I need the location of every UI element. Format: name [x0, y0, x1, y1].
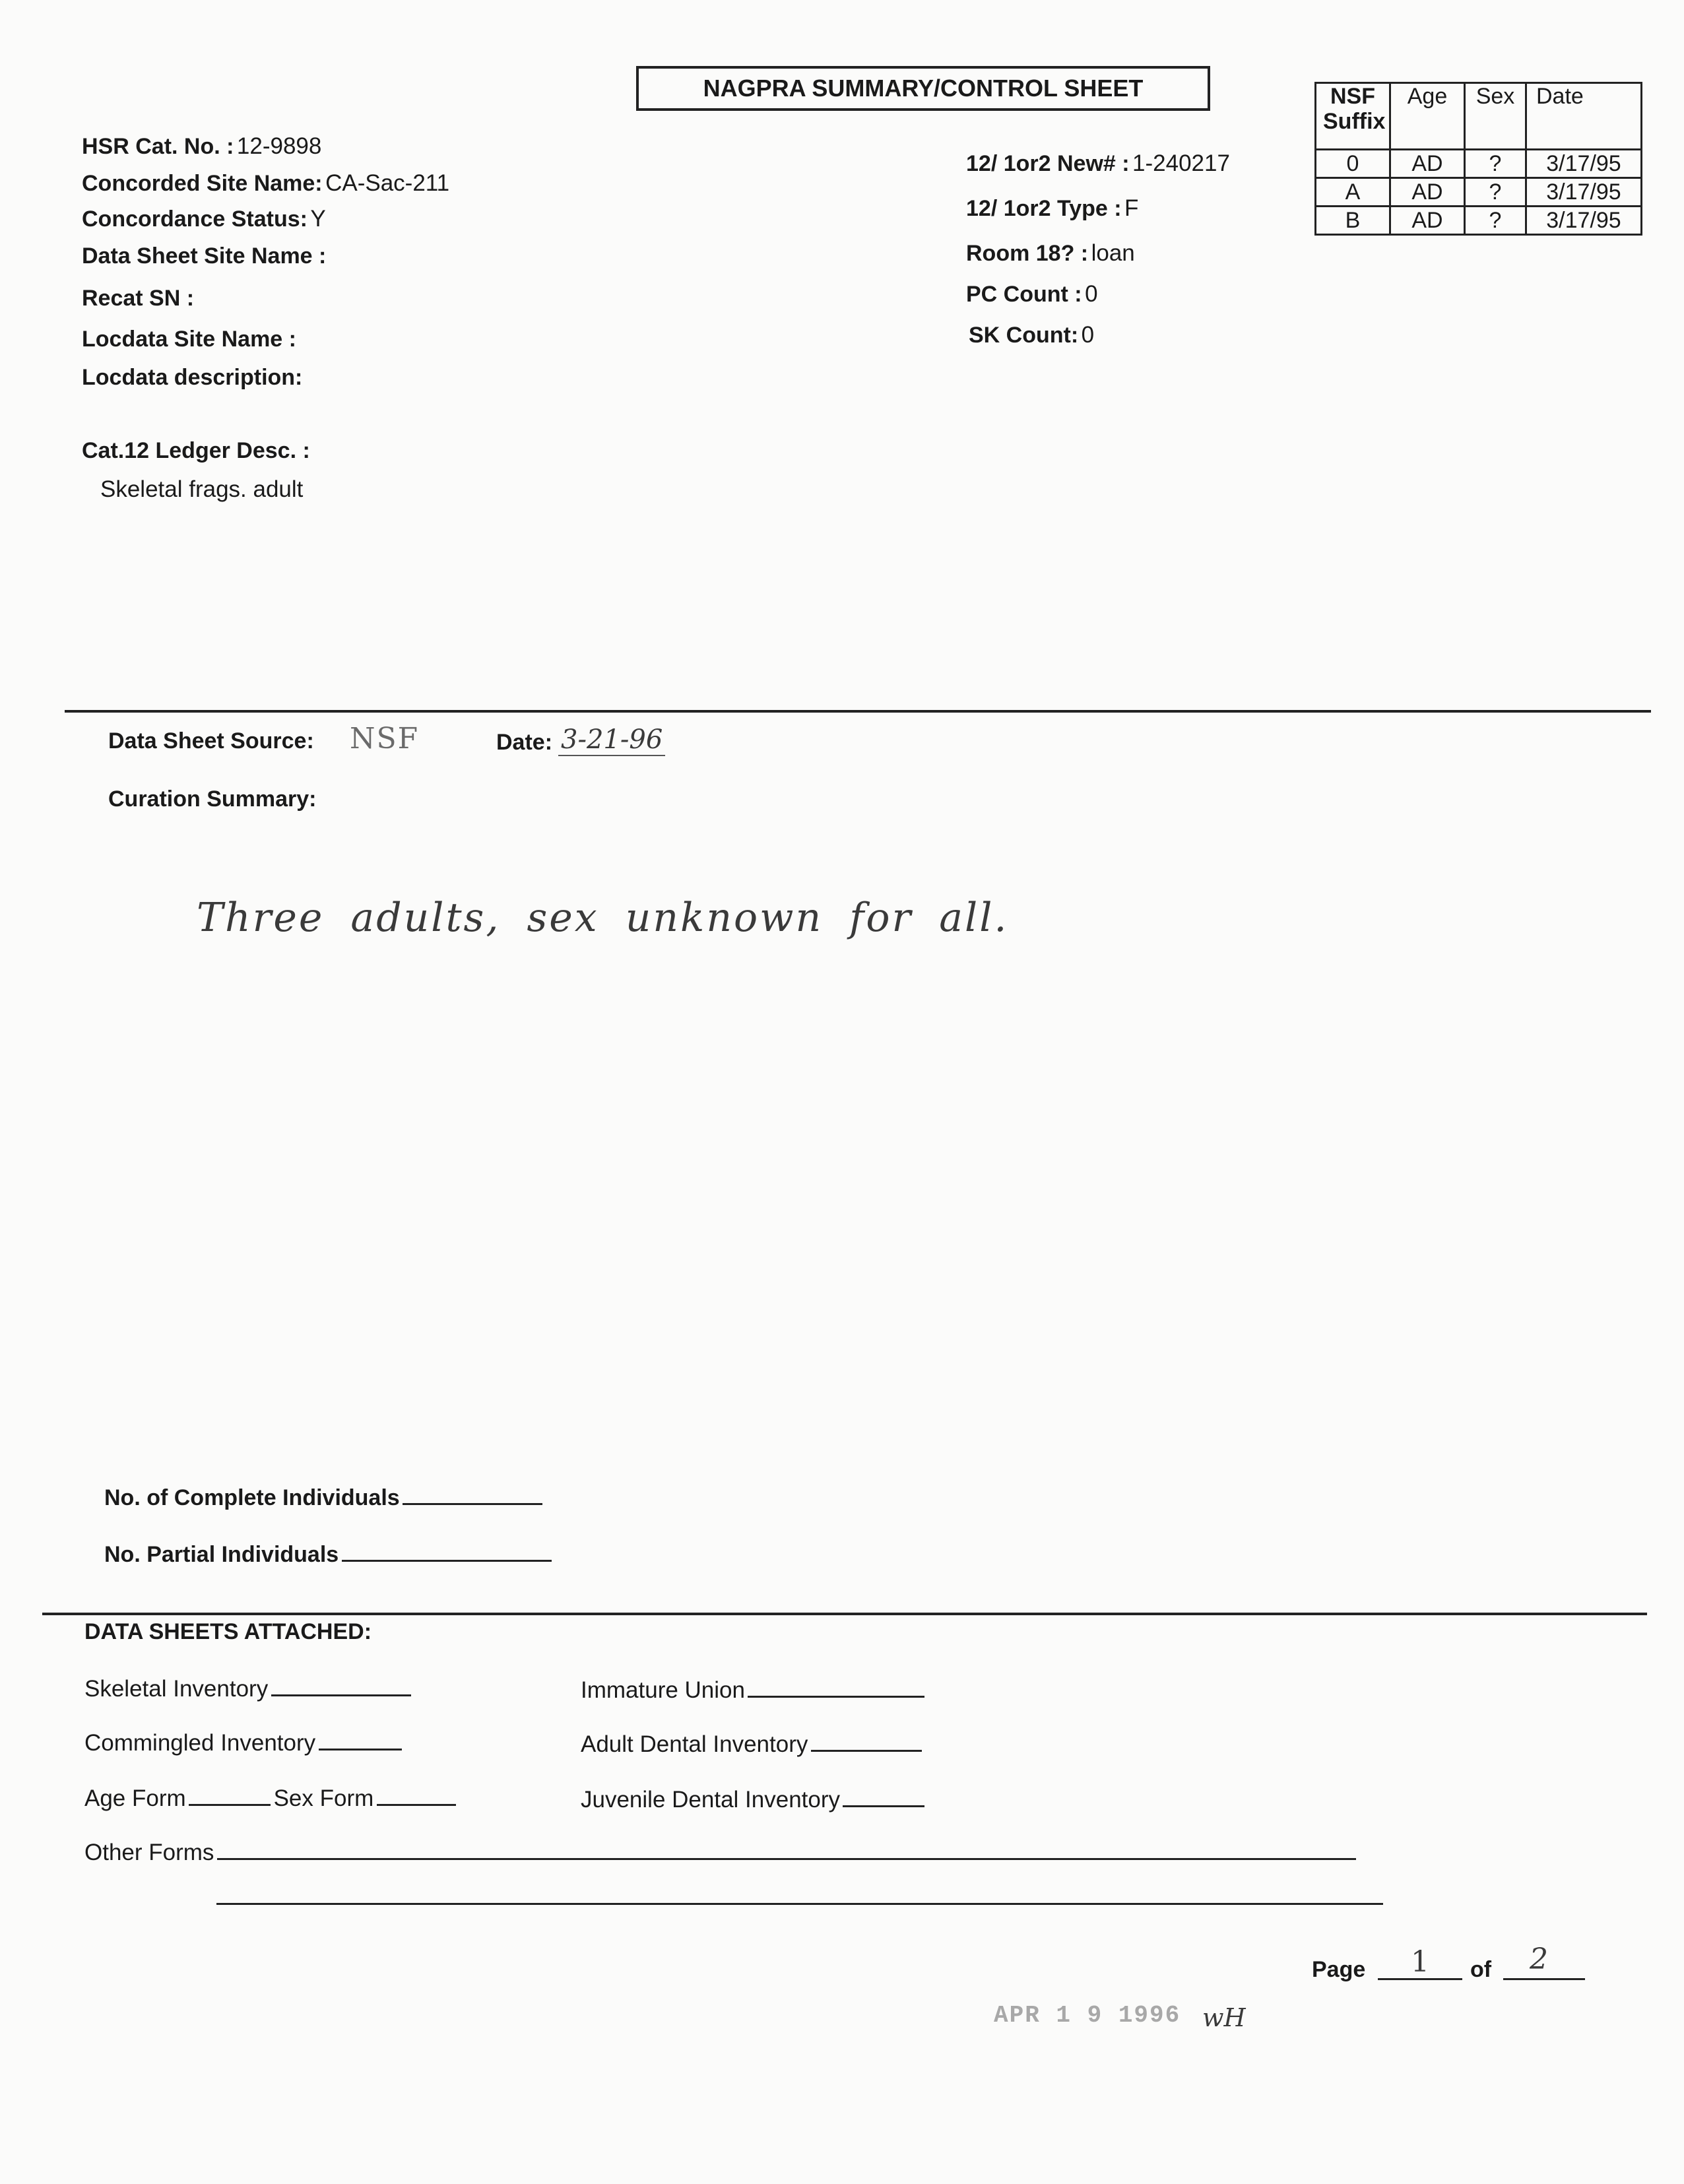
field-value: 12-9898 [236, 133, 322, 159]
field-label: Juvenile Dental Inventory [581, 1787, 840, 1813]
stamp-initials: wH [1202, 2003, 1246, 2032]
concordance-status-field [82, 206, 326, 232]
sk-count-field [969, 322, 1094, 348]
field-label: SK Count: [969, 323, 1079, 348]
table-cell: ? [1465, 178, 1526, 207]
other-forms-field [84, 1838, 1356, 1866]
adult-dental-inventory-field [581, 1730, 922, 1758]
date-value: 3-21-96 [558, 724, 665, 756]
page-current-value: 1 [1411, 1945, 1429, 1979]
field-value: 1-240217 [1132, 150, 1230, 176]
skeletal-inventory-blank[interactable] [271, 1675, 411, 1696]
field-label: Immature Union [581, 1677, 745, 1703]
complete-individuals-blank[interactable] [403, 1483, 542, 1505]
table-cell: ? [1465, 207, 1526, 235]
date-label: Date: [496, 730, 553, 755]
recat-sn-field [82, 285, 194, 311]
sex-form-blank[interactable] [377, 1784, 456, 1806]
commingled-inventory-blank[interactable] [319, 1729, 402, 1750]
table-cell: 3/17/95 [1526, 178, 1642, 207]
juvenile-dental-inventory-blank[interactable] [843, 1785, 924, 1807]
field-value: 0 [1081, 322, 1095, 348]
field-label: Sex Form [273, 1785, 374, 1811]
age-form-blank[interactable] [189, 1784, 271, 1806]
ledger-desc-value: Skeletal frags. adult [100, 476, 304, 502]
table-cell: AD [1390, 178, 1465, 207]
field-value: CA-Sac-211 [325, 170, 450, 196]
curation-summary-label: Curation Summary: [108, 787, 317, 812]
column-header: Date [1526, 83, 1642, 150]
field-value: F [1124, 195, 1139, 221]
field-label: Concordance Status: [82, 207, 308, 232]
curation-summary-text: Three adults, sex unknown for all. [197, 895, 1009, 941]
field-label: Age Form [84, 1785, 186, 1811]
page-total-field [1503, 1945, 1585, 1980]
partial-individuals-blank[interactable] [342, 1540, 552, 1562]
divider [65, 710, 1651, 713]
other-forms-blank[interactable] [217, 1838, 1356, 1860]
data-sheets-attached-heading: DATA SHEETS ATTACHED: [84, 1619, 372, 1644]
data-sheet-source-value: NSF [350, 722, 420, 755]
field-label: PC Count : [966, 282, 1082, 307]
column-header: Sex [1465, 83, 1526, 150]
juvenile-dental-inventory-field [581, 1785, 924, 1813]
new-number-field [966, 150, 1230, 177]
immature-union-blank[interactable] [748, 1676, 924, 1698]
table-header-row [1316, 83, 1642, 150]
field-label: No. Partial Individuals [104, 1542, 339, 1567]
locdata-description-field [82, 364, 302, 391]
field-value: loan [1091, 240, 1135, 266]
column-header: NSF Suffix [1316, 83, 1390, 150]
pc-count-field [966, 281, 1098, 307]
field-label: Skeletal Inventory [84, 1676, 269, 1702]
locdata-site-name-field [82, 326, 296, 352]
field-label: Other Forms [84, 1840, 214, 1865]
field-value: 0 [1085, 281, 1098, 307]
page-title: NAGPRA SUMMARY/CONTROL SHEET [636, 66, 1210, 111]
field-value: Y [310, 206, 326, 232]
field-label: 12/ 1or2 Type : [966, 196, 1122, 221]
field-label: HSR Cat. No. : [82, 134, 234, 159]
field-label: Commingled Inventory [84, 1730, 316, 1756]
page-total-value: 2 [1530, 1943, 1548, 1976]
page-label: Page [1312, 1957, 1366, 1982]
table-cell: 3/17/95 [1526, 207, 1642, 235]
column-header: Age [1390, 83, 1465, 150]
field-label: Locdata description: [82, 365, 303, 390]
data-sheet-source-label: Data Sheet Source: [108, 728, 314, 754]
field-label: Adult Dental Inventory [581, 1731, 808, 1757]
hsr-cat-no-field [82, 133, 321, 160]
table-cell: ? [1465, 150, 1526, 178]
table-row [1316, 150, 1642, 178]
room-18-field [966, 240, 1135, 267]
table-row [1316, 178, 1642, 207]
data-sheet-site-name-field [82, 243, 326, 269]
ledger-desc-label: Cat.12 Ledger Desc. : [82, 438, 310, 463]
adult-dental-inventory-blank[interactable] [811, 1730, 922, 1752]
table-cell: AD [1390, 150, 1465, 178]
table-cell: B [1316, 207, 1390, 235]
field-label: Concorded Site Name: [82, 171, 323, 196]
divider [42, 1613, 1647, 1615]
commingled-inventory-field [84, 1729, 402, 1756]
immature-union-field [581, 1676, 924, 1704]
skeletal-inventory-field [84, 1675, 411, 1702]
other-forms-second-line[interactable] [216, 1903, 1383, 1905]
partial-individuals-field [104, 1540, 552, 1568]
field-label: 12/ 1or2 New# : [966, 151, 1130, 176]
field-label: Data Sheet Site Name : [82, 243, 327, 269]
page-of-label: of [1470, 1957, 1492, 1982]
received-date-stamp: APR 1 9 1996 [994, 2002, 1181, 2029]
complete-individuals-field [104, 1483, 542, 1511]
table-cell: 0 [1316, 150, 1390, 178]
age-sex-form-field [84, 1784, 456, 1812]
table-cell: 3/17/95 [1526, 150, 1642, 178]
table-cell: AD [1390, 207, 1465, 235]
page-current-field [1378, 1945, 1462, 1980]
concorded-site-name-field [82, 170, 449, 197]
field-label: Recat SN : [82, 286, 195, 311]
field-label: No. of Complete Individuals [104, 1485, 400, 1510]
field-label: Room 18? : [966, 241, 1089, 266]
table-cell: A [1316, 178, 1390, 207]
table-row [1316, 207, 1642, 235]
field-label: Locdata Site Name : [82, 327, 296, 352]
type-field [966, 195, 1138, 222]
nsf-table [1314, 82, 1642, 236]
